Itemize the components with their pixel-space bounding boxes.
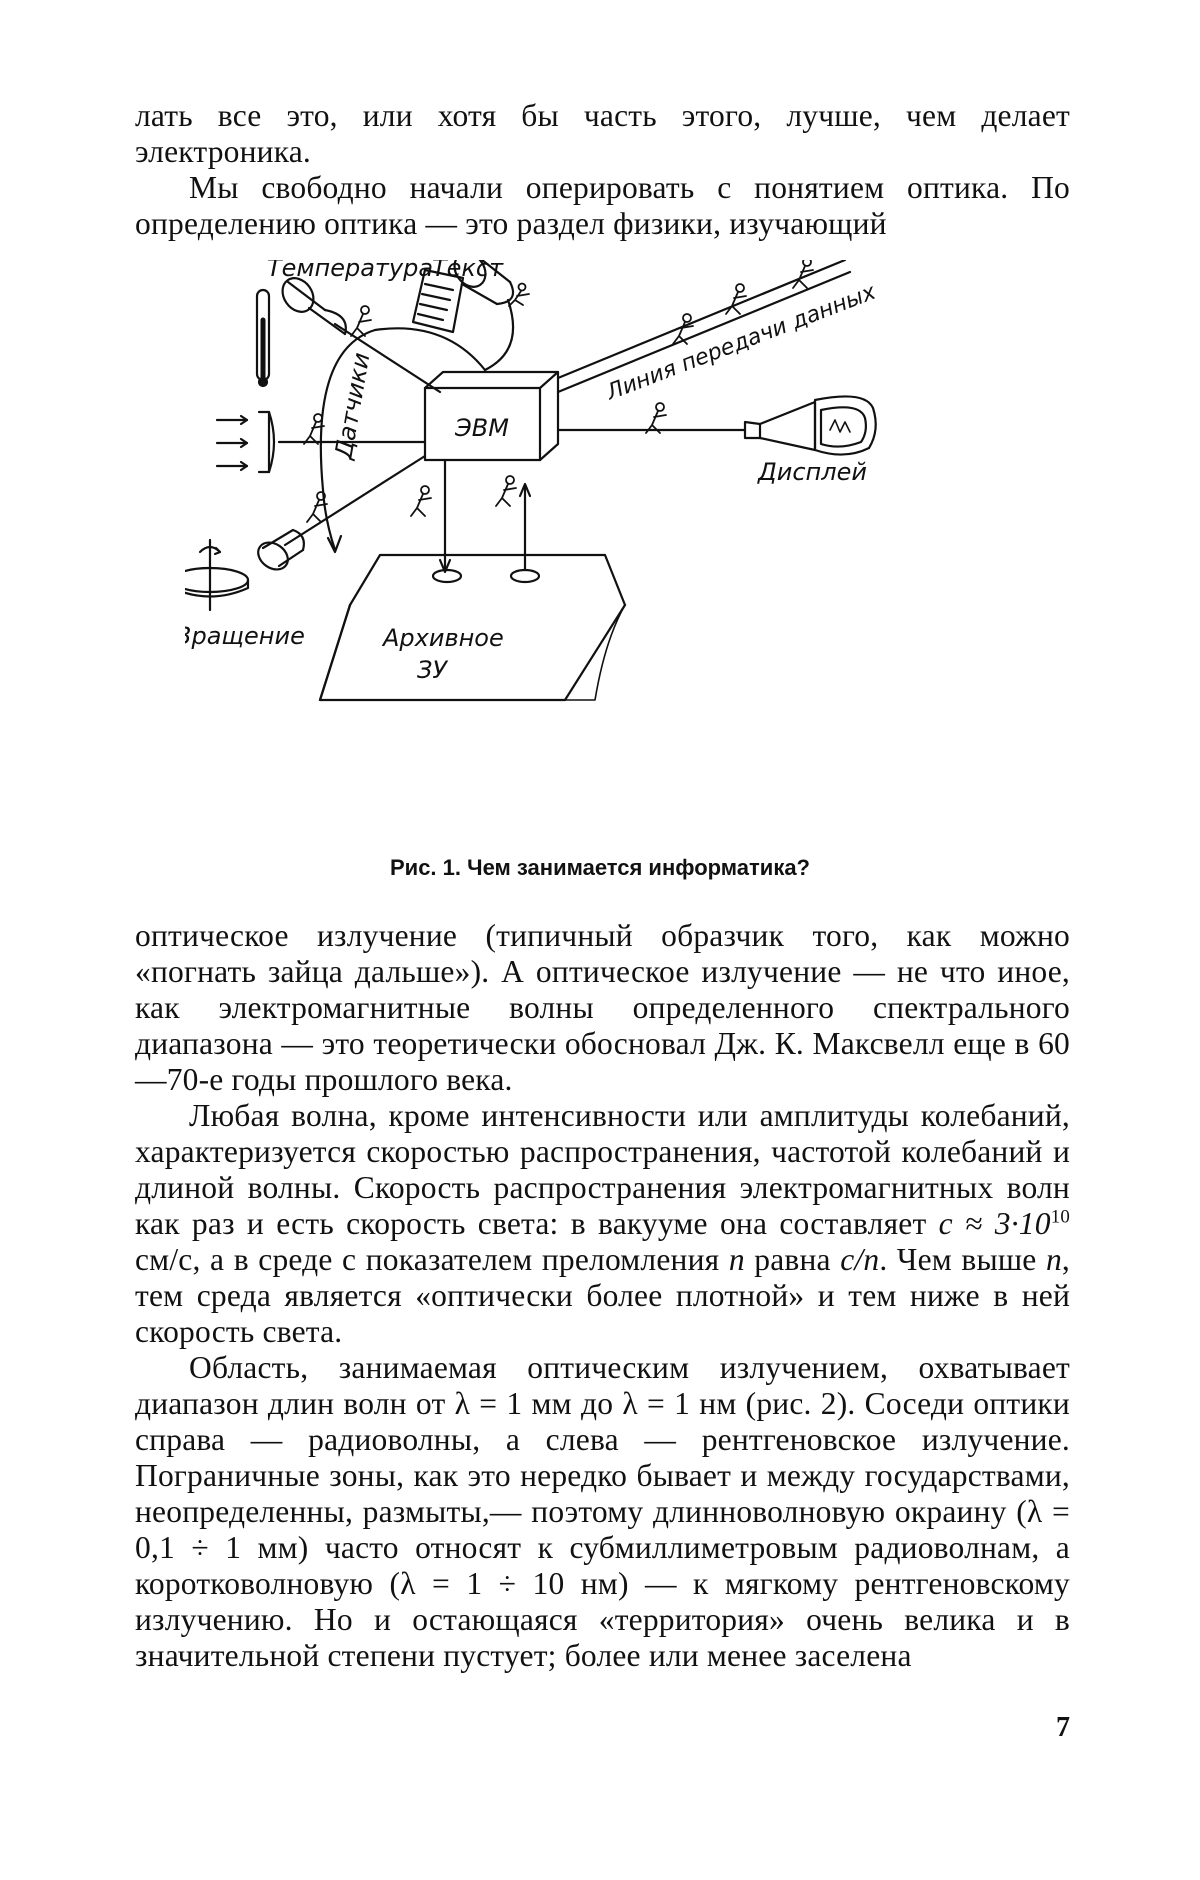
running-figure-icon	[411, 486, 431, 516]
light-arrows-icon	[217, 416, 247, 470]
formula-exponent: 10	[1051, 1207, 1070, 1228]
label-temperature: Температура	[267, 260, 433, 282]
paragraph-optical-radiation: оптическое излучение (типичный образчик того, как можно «погнать зайца дальше»). А оптическое излучение — не что иное, как электромагнитные волны определенного спектрального диапазона — это теоретически обосновал Дж. К. Максвелл еще в 60—70-е годы прошлого века.	[135, 918, 1070, 1098]
book-page	[0, 0, 1200, 1880]
thermometer-icon	[257, 290, 269, 386]
figure-informatics-diagram	[185, 260, 1045, 850]
symbol-n: n	[729, 1242, 745, 1277]
diagram-svg	[185, 260, 1045, 850]
wave-text-part5: , тем среда является «оптически более плотной» и тем ниже в ней скорость света.	[135, 1242, 1070, 1349]
label-sensors: Датчики	[329, 350, 375, 462]
paragraph-wave-properties	[135, 1098, 1070, 1350]
label-computer: ЭВМ	[454, 414, 509, 442]
label-archive-line1: Архивное	[381, 624, 504, 652]
label-display: Дисплей	[757, 458, 867, 486]
paragraph-wavelength-range: Область, занимаемая оптическим излучением, охватывает диапазон длин волн от λ = 1 мм до λ = 1 нм (рис. 2). Соседи оптики справа — радиоволны, а слева — рентгеновское излучение. Пограничные зоны, как это нередко бывает и между государствами, неопределенны, размыты,— поэтому длинноволновую окраину (λ = 0,1 ÷ 1 мм) часто относят к субмиллиметровым радиоволнам, а коротковолновую (λ = 1 ÷ 10 нм) — к мягкому рентгеновскому излучению. Но и остающаяся «территория» очень велика и в значительной степени пустует; более или менее заселена	[135, 1350, 1070, 1674]
display-icon	[745, 396, 876, 454]
label-rotation: Вращение	[185, 622, 305, 650]
top-text-block	[135, 98, 1070, 242]
wave-text-part2: см/с, а в среде с показателем преломления	[135, 1242, 719, 1277]
wave-text-part4: . Чем выше	[879, 1242, 1036, 1277]
running-figure-icon	[496, 476, 516, 506]
running-figure-icon	[726, 284, 746, 314]
running-figure-icon	[646, 403, 666, 433]
wave-text-part1: Любая волна, кроме интенсивности или амплитуды колебаний, характеризуется скоростью распространения, частотой колебаний и длиной волны. Скорость распространения электромагнитных волн как раз и есть скорость света: в вакууме она составляет	[135, 1098, 1070, 1241]
label-text: Текст	[432, 260, 504, 282]
formula-light-speed: c ≈ 3·10	[939, 1206, 1051, 1241]
bottom-text-block	[135, 918, 1070, 1674]
figure-caption: Рис. 1. Чем занимается информатика?	[0, 855, 1200, 881]
lens-icon	[259, 412, 274, 472]
paragraph-optics-definition: Мы свободно начали оперировать с понятием оптика. По определению оптика — это раздел физики, изучающий	[135, 170, 1070, 242]
page-number: 7	[1056, 1712, 1070, 1744]
label-archive-line2: ЗУ	[417, 656, 448, 684]
paragraph-continuation: лать все это, или хотя бы часть этого, лучше, чем делает электроника.	[135, 98, 1070, 170]
wave-text-part3: равна	[745, 1242, 831, 1277]
symbol-n: n	[1046, 1242, 1062, 1277]
rotating-disc-icon	[185, 540, 248, 610]
label-data-line: Линия передачи данных	[602, 279, 880, 406]
formula-c-over-n: c/n	[840, 1242, 879, 1277]
